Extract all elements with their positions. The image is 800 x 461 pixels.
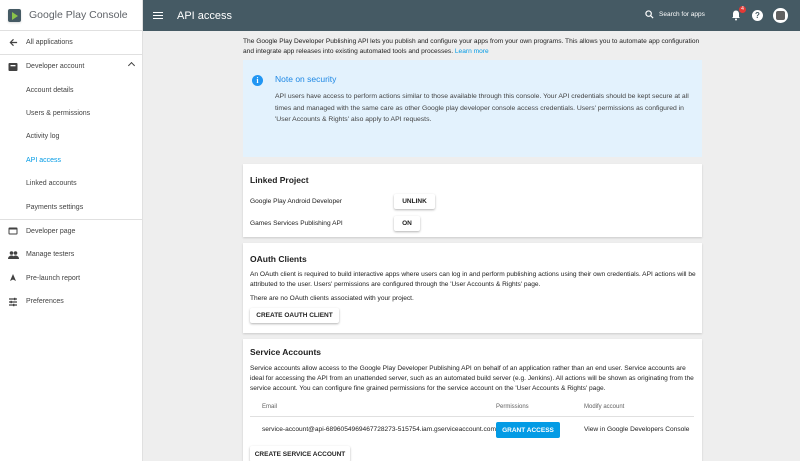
grant-access-button[interactable]: GRANT ACCESS	[496, 422, 560, 438]
nav-all-applications[interactable]	[0, 31, 142, 54]
intro-body: The Google Play Developer Publishing API lets you publish and configure your apps from your own programs. This allows you to automate app configuration and integrate app releases into existing automated tools and processes.	[243, 38, 700, 55]
sidebar-subitem[interactable]	[0, 172, 142, 195]
nav-label: Developer account	[26, 63, 85, 71]
nav-label: All applications	[26, 39, 73, 46]
intro-text	[243, 37, 701, 57]
learn-more-link[interactable]: Learn more	[454, 48, 489, 55]
nav-label: Linked accounts	[26, 180, 77, 188]
arrow-back-icon	[7, 37, 19, 49]
oauth-empty-text: There are no OAuth clients associated with your project.	[250, 295, 414, 302]
nav-developer-account[interactable]	[0, 55, 142, 78]
sidebar-item[interactable]	[0, 220, 142, 243]
card-title: Linked Project	[250, 175, 309, 185]
modify-column-header: Modify account	[584, 404, 625, 410]
divider	[250, 416, 694, 417]
sidebar	[0, 0, 143, 461]
card-title: OAuth Clients	[250, 254, 307, 264]
search-box[interactable]	[645, 10, 705, 19]
oauth-clients-card	[243, 243, 702, 333]
create-service-account-button[interactable]: CREATE SERVICE ACCOUNT	[250, 446, 350, 461]
security-note	[243, 60, 702, 157]
sidebar-subitem[interactable]	[0, 195, 142, 218]
nav-label: Users & permissions	[26, 109, 91, 117]
nav-label: API access	[26, 156, 62, 164]
card-title: Service Accounts	[250, 347, 322, 357]
service-accounts-card	[243, 339, 702, 461]
sidebar-subitem[interactable]	[0, 78, 142, 101]
nav-label: Pre-launch report	[26, 274, 81, 282]
brand-title: Google Play Console	[29, 9, 128, 21]
page-title: API access	[177, 9, 233, 22]
nav-label: Manage testers	[26, 251, 75, 259]
nav-label: Payments settings	[26, 203, 84, 211]
info-icon: i	[252, 75, 263, 86]
nav-label: Developer page	[26, 227, 76, 235]
play-console-logo-icon	[7, 7, 23, 23]
search-placeholder: Search for apps	[659, 11, 705, 18]
sidebar-item[interactable]	[0, 243, 142, 266]
people-icon	[7, 249, 19, 261]
note-body: API users have access to perform actions similar to those available through this console. Your API credentials should be kept secure at all times and managed with the same care as other Google play developer console access credentials. Users' permissions as configured in 'User Accounts & Rights' also apply to API requests.	[275, 93, 689, 123]
account-box-icon	[7, 61, 19, 73]
web-icon	[7, 225, 19, 237]
notification-badge: 4	[739, 6, 746, 13]
sidebar-subitem[interactable]	[0, 149, 142, 172]
chevron-up-icon[interactable]	[128, 62, 135, 69]
search-icon	[645, 10, 654, 19]
tune-icon	[7, 296, 19, 308]
brand[interactable]	[0, 0, 142, 31]
menu-icon[interactable]	[153, 12, 163, 20]
linked-project-card	[243, 164, 702, 237]
sidebar-item[interactable]	[0, 290, 142, 313]
note-title: Note on security	[275, 74, 337, 84]
nav-label: Account details	[26, 86, 74, 94]
sidebar-subitem[interactable]	[0, 125, 142, 148]
service-account-email: service-account@api-6896054969467728273-515754.iam.gserviceaccount.com	[262, 426, 496, 433]
avatar-image	[776, 11, 785, 20]
help-icon[interactable]: ?	[752, 10, 763, 21]
on-button[interactable]: ON	[394, 216, 420, 231]
main-content	[243, 31, 702, 458]
account-avatar[interactable]	[773, 8, 788, 23]
nav-label: Activity log	[26, 133, 60, 141]
view-in-developers-console-link[interactable]: View in Google Developers Console	[584, 426, 690, 433]
sidebar-subitem[interactable]	[0, 102, 142, 125]
linked-project-link[interactable]: Google Play Android Developer	[250, 198, 343, 205]
email-column-header: Email	[262, 404, 278, 410]
permissions-column-header: Permissions	[496, 404, 529, 410]
sidebar-item[interactable]	[0, 267, 142, 290]
games-services-label: Games Services Publishing API	[250, 220, 343, 227]
topbar	[143, 0, 800, 31]
nav-label: Preferences	[26, 298, 64, 306]
oauth-description: An OAuth client is required to build interactive apps where users can log in and perform publishing actions using their own credentials. API actions will be attributed to the user. Users' permissions are configured through the 'User Accounts & Rights' page.	[250, 271, 696, 288]
unlink-button[interactable]: UNLINK	[394, 194, 435, 209]
create-oauth-client-button[interactable]: CREATE OAUTH CLIENT	[250, 308, 339, 323]
service-description: Service accounts allow access to the Google Play Developer Publishing API on behalf of an application rather than an end user. Service accounts are ideal for accessing the API from an unattended server, such as an automated build server (e.g. Jenkins). All actions will be shown as originating from the service account. You can configure fine grained permissions for the service account on the 'User Accounts & Rights' page.	[250, 365, 694, 392]
rocket-icon	[7, 272, 19, 284]
